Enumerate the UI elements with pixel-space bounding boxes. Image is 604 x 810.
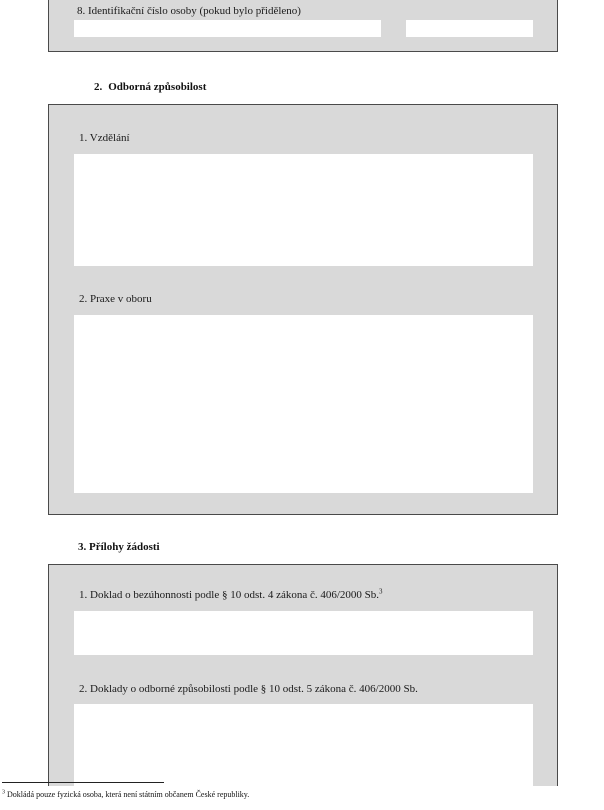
section2-title: Odborná způsobilost bbox=[108, 81, 207, 93]
footnote-reference[interactable]: 3 bbox=[379, 587, 383, 596]
identification-number-secondary-field[interactable] bbox=[406, 20, 533, 37]
education-label: 1. Vzdělání bbox=[79, 132, 130, 144]
identification-number-label: 8. Identifikační číslo osoby (pokud bylo přiděleno) bbox=[77, 5, 301, 17]
practice-field[interactable] bbox=[74, 315, 533, 493]
practice-label: 2. Praxe v oboru bbox=[79, 293, 152, 305]
section1-panel bbox=[48, 0, 558, 52]
footnote-separator bbox=[2, 782, 164, 783]
footnote bbox=[2, 790, 249, 800]
professional-documents-field[interactable] bbox=[74, 704, 533, 787]
integrity-document-label: 1. Doklad o bezúhonnosti podle § 10 odst. 4 zákona č. 406/2000 Sb.$^3$ bbox=[79, 587, 383, 601]
identification-number-field[interactable] bbox=[74, 20, 381, 37]
section2-heading bbox=[94, 81, 206, 94]
section3-panel bbox=[48, 564, 558, 786]
integrity-document-field[interactable] bbox=[74, 611, 533, 655]
professional-documents-label: 2. Doklady o odborné způsobilosti podle § 10 odst. 5 zákona č. 406/2000 Sb. bbox=[79, 683, 418, 695]
section2-number: 2. bbox=[94, 81, 103, 93]
section3-heading: 3. Přílohy žádosti bbox=[78, 541, 160, 553]
section2-panel bbox=[48, 104, 558, 515]
footnote-text: Dokládá pouze fyzická osoba, která není státním občanem České republiky. bbox=[7, 790, 250, 799]
footnote-marker: 3 bbox=[2, 789, 5, 796]
education-field[interactable] bbox=[74, 154, 533, 266]
